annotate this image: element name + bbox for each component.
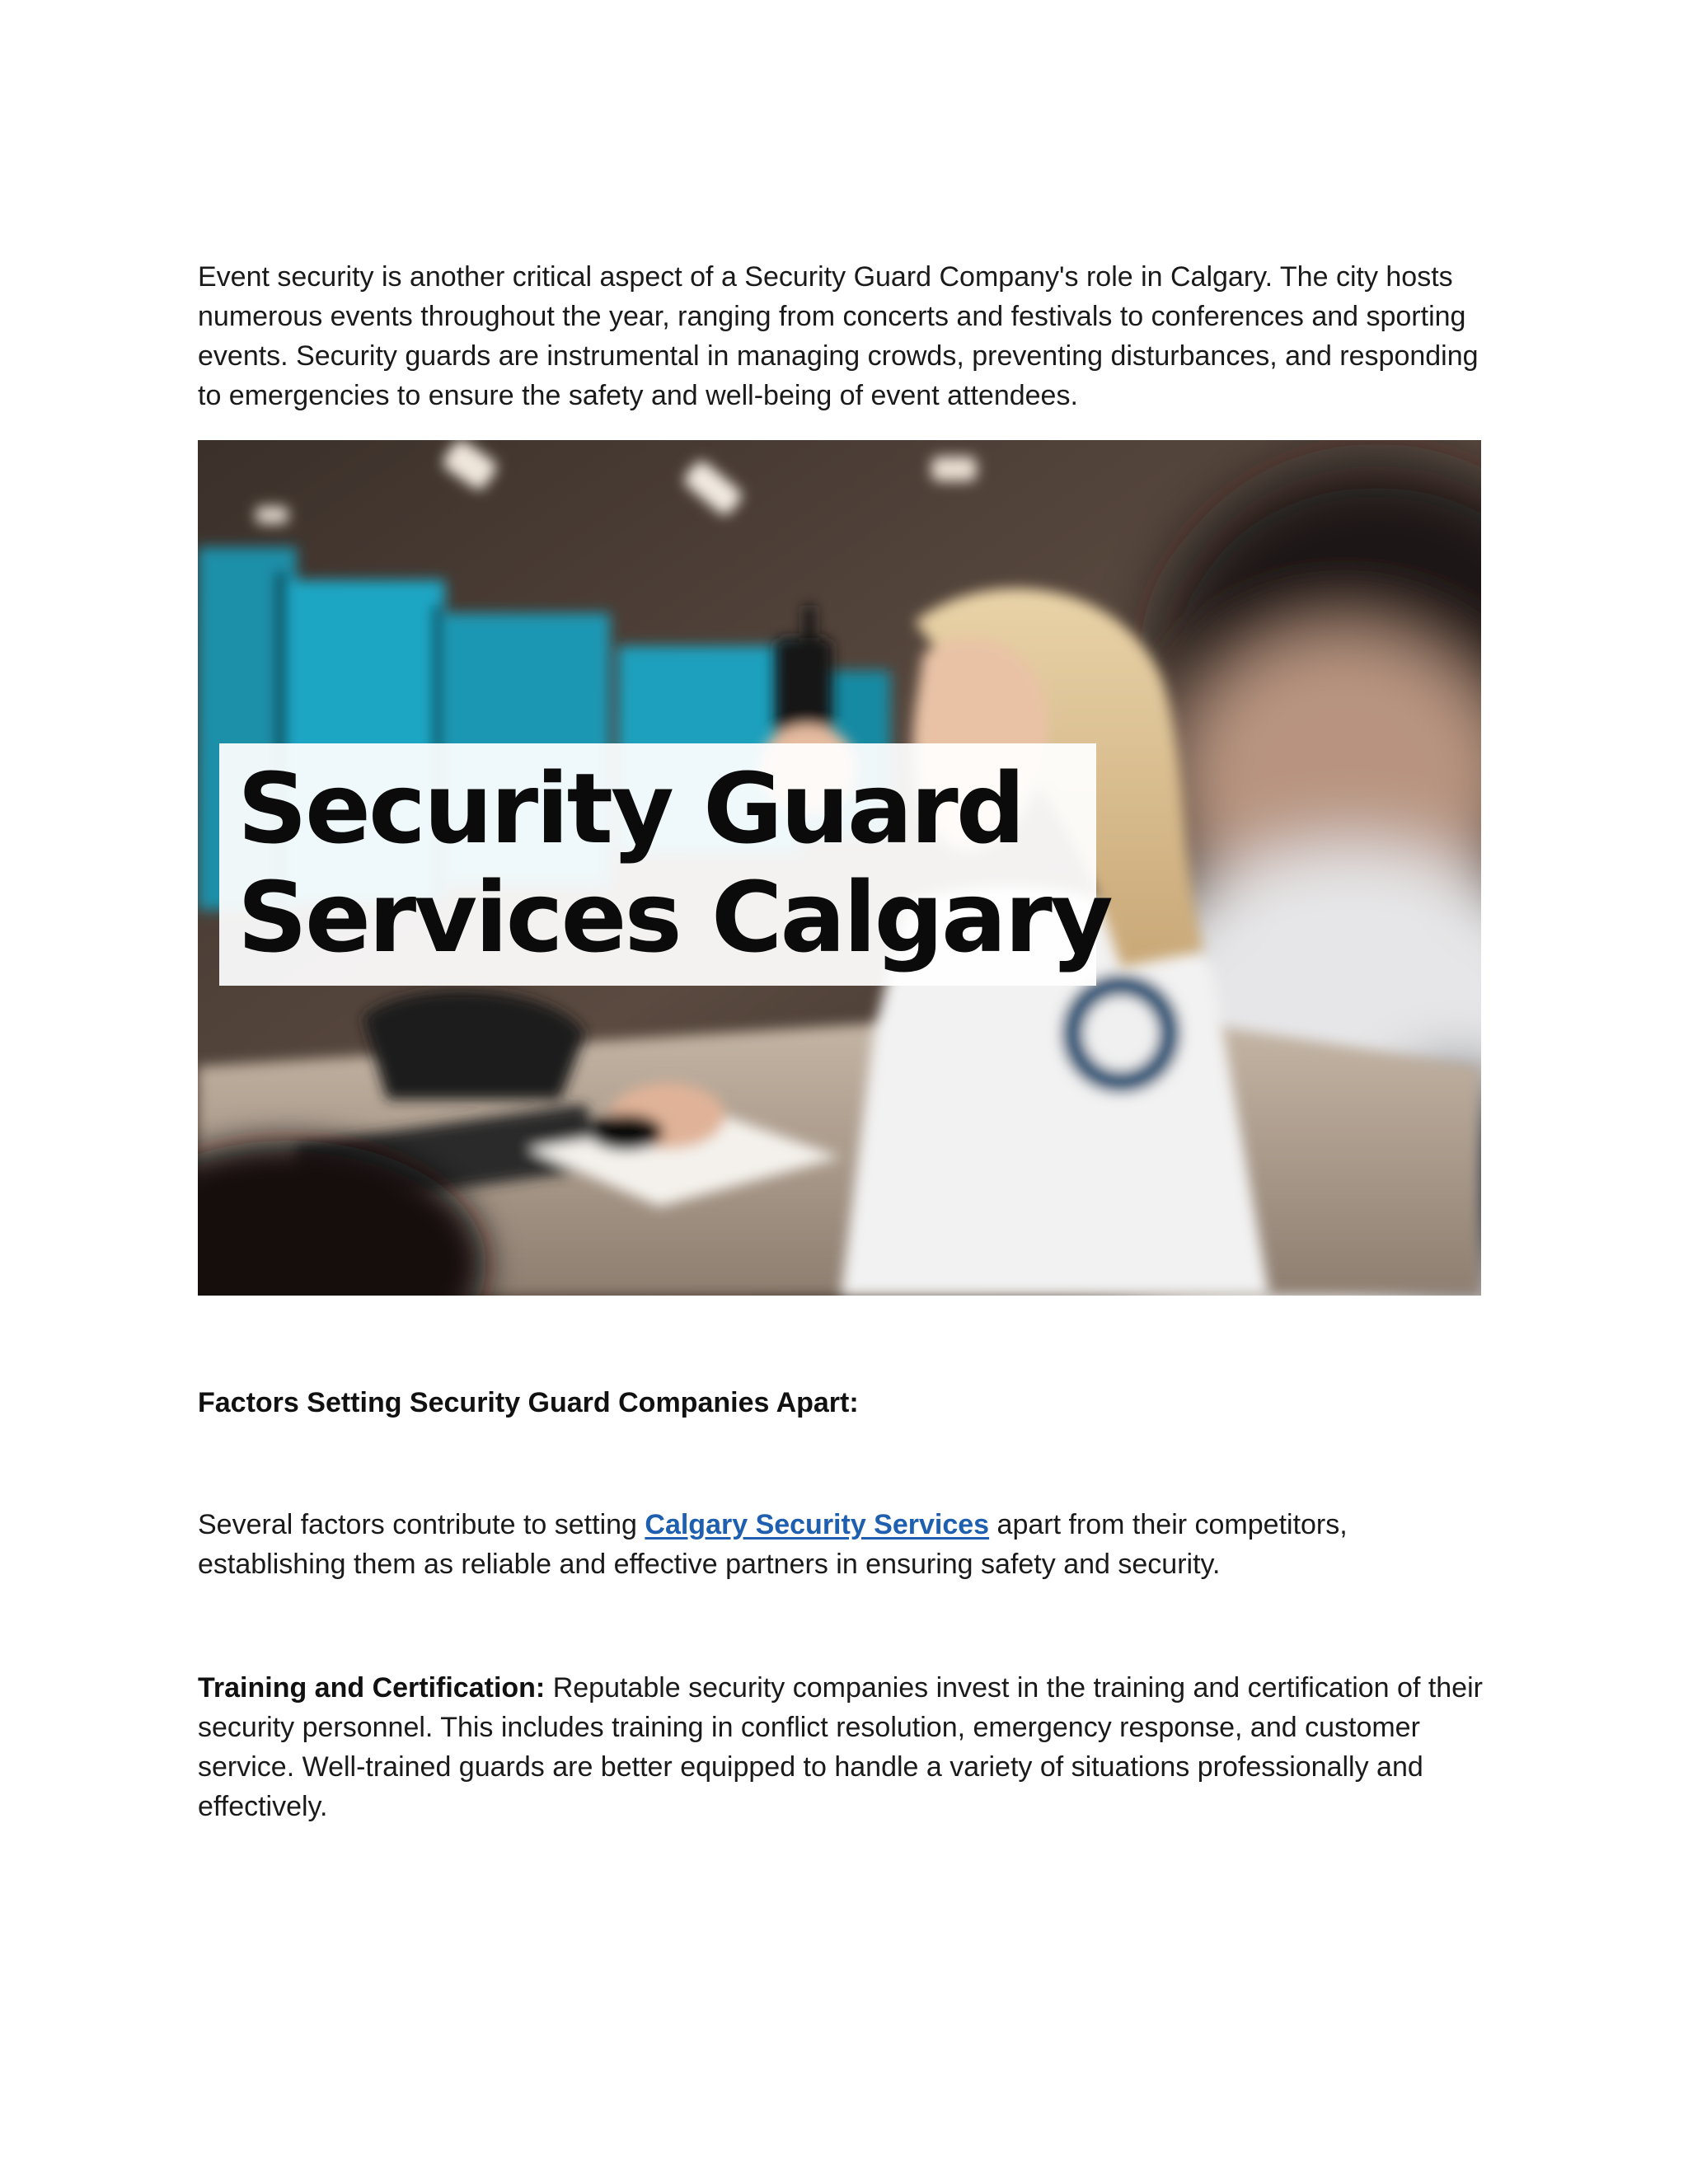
banner-title-line-2: Services Calgary (237, 860, 1111, 974)
factors-text-after: apart from their competitors, establishing them as reliable and effective partners in ensuring safety and security. (198, 1509, 1348, 1580)
banner-photo (198, 440, 1481, 1296)
banner-title-line-1: Security Guard (237, 752, 1024, 865)
training-text: Reputable security companies invest in the training and certification of their security personnel. This includes training in conflict resolution, emergency response, and customer service. Well-trained guards are better equipped to handle a variety of situations professionally and effectively. (198, 1672, 1483, 1822)
section-heading: Factors Setting Security Guard Companies Apart: (198, 1387, 859, 1418)
factors-text-before: Several factors contribute to setting (198, 1509, 645, 1540)
factors-paragraph (198, 1505, 1490, 1584)
training-paragraph (198, 1668, 1490, 1826)
training-lead: Training and Certification: (198, 1672, 546, 1704)
banner-caption-box (219, 743, 1111, 986)
calgary-security-services-link[interactable]: Calgary Security Services (645, 1509, 990, 1540)
intro-paragraph: Event security is another critical aspect of a Security Guard Company's role in Calgary. The city hosts numerous events throughout the year, ranging from concerts and festivals to conferences and sporting events. Security guards are instrumental in managing crowds, preventing disturbances, and responding to emergencies to ensure the safety and well-being of event attendees. (198, 261, 1479, 411)
